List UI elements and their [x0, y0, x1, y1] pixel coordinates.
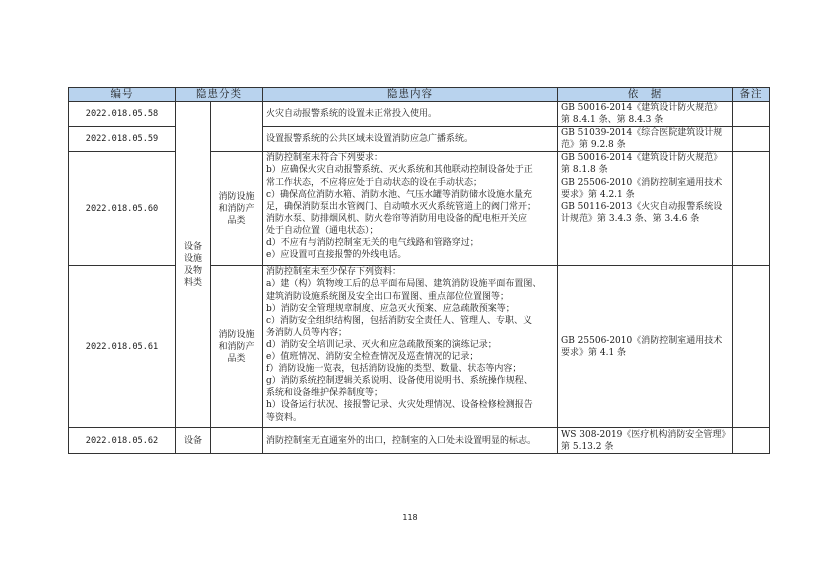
text-line: 第 8.4.1 条、第 8.4.3 条 [561, 115, 664, 126]
row-note [733, 428, 770, 454]
category-main-line: 设备 设施 及物 料类 [183, 241, 202, 288]
text-line: 设置报警系统的公共区域未设置消防应急广播系统。 [266, 134, 474, 145]
text-line: GB 50016-2014《建筑设计防火规范》 [561, 153, 723, 164]
text-line: GB 51039-2014《综合医院建筑设计规 [561, 128, 723, 139]
header-category: 隐患分类 [176, 88, 263, 102]
text-line: 消防控制室无直通室外的出口，控制室的入口处未设置明显的标志。 [266, 435, 537, 446]
text-line: 第 5.13.2 条 [561, 441, 614, 452]
header-note: 备注 [733, 88, 770, 102]
text-line: 建筑消防设施系统图及安全出口布置图、重点部位位置图等； [266, 291, 510, 302]
text-line: GB 25506-2010《消防控制室通用技术 [561, 177, 723, 188]
text-line: GB 50016-2014《建筑设计防火规范》 [561, 103, 723, 113]
text-line: b）应确保火灾自动报警系统、灭火系统和其他联动控制设备处于正 [266, 165, 533, 176]
row-id: 2022.018.05.58 [69, 102, 176, 127]
text-line: 第 8.1.8 条 [561, 165, 608, 176]
row-content [263, 428, 558, 454]
row-content [263, 152, 558, 266]
header-basis: 依 据 [558, 88, 733, 102]
text-line: e）值班情况、消防安全检查情况及巡查情况的记录； [266, 352, 479, 363]
row-basis [558, 102, 733, 127]
text-line: 消防控制室未符合下列要求： [266, 153, 384, 164]
text-line: 消防水泵、防排烟风机、防火卷帘等消防用电设备的配电柜开关应 [266, 213, 528, 224]
row-note [733, 102, 770, 127]
table-row [69, 127, 770, 152]
text-line: h）设备运行状况、接报警记录、火灾处理情况、设备检修检测报告 [266, 400, 533, 411]
row-content [263, 266, 558, 428]
row-note [733, 266, 770, 428]
header-id: 编号 [69, 88, 176, 102]
text-line: d）不应有与消防控制室无关的电气线路和管路穿过； [266, 238, 479, 249]
row-basis [558, 152, 733, 266]
header-content: 隐患内容 [263, 88, 558, 102]
text-line: 范》第 9.2.8 条 [561, 140, 626, 151]
text-line: 火灾自动报警系统的设置未正常投入使用。 [266, 109, 438, 120]
text-line: 务消防人员等内容； [266, 327, 348, 338]
text-line: a）建（构）筑物竣工后的总平面布局图、建筑消防设施平面布置图、 [266, 279, 542, 290]
text-line: 计规范》第 3.4.3 条、第 3.4.6 条 [561, 213, 700, 224]
text-line: c）消防安全组织结构图，包括消防安全责任人、管理人、专职、义 [266, 315, 533, 326]
row-id: 2022.018.05.60 [69, 152, 176, 266]
header-row [69, 88, 770, 102]
text-line: 系统和设备维护保养制度等； [266, 388, 384, 399]
hazard-table [68, 87, 770, 454]
row-id: 2022.018.05.62 [69, 428, 176, 454]
text-line: 等资料。 [266, 412, 303, 423]
row-note [733, 127, 770, 152]
row-basis [558, 127, 733, 152]
table-row [69, 152, 770, 266]
table-row [69, 266, 770, 428]
page-number: 118 [402, 513, 418, 522]
text-line: GB 50116-2013《火灾自动报警系统设 [561, 201, 723, 212]
text-line: b）消防安全管理规章制度、应急灭火预案、应急疏散预案等； [266, 303, 515, 314]
row-note [733, 152, 770, 266]
text-line: 足，确保消防泵出水管阀门、自动喷水灭火系统管道上的阀门常开； [266, 201, 537, 212]
text-line: 消防控制室未至少保存下列资料： [266, 267, 402, 278]
row-id: 2022.018.05.59 [69, 127, 176, 152]
row-content [263, 102, 558, 127]
category-main [176, 102, 211, 428]
row-id: 2022.018.05.61 [69, 266, 176, 428]
row-basis [558, 428, 733, 454]
subcategory-fire: 消防设施 和消防产 品类 [211, 152, 263, 266]
category-equip: 设备 [176, 428, 211, 454]
text-line: d）消防安全培训记录、灭火和应急疏散预案的演练记录； [266, 339, 497, 350]
text-line: 要求》第 4.1 条 [561, 347, 627, 358]
text-line: 要求》第 4.2.1 条 [561, 189, 635, 200]
row-content [263, 127, 558, 152]
text-line: 处于自动位置（通电状态）； [266, 225, 379, 236]
subcategory-fire: 消防设施 和消防产 品类 [211, 266, 263, 428]
text-line: WS 308-2019《医疗机构消防安全管理》 [561, 429, 731, 440]
table-row [69, 102, 770, 127]
subcategory-empty [211, 102, 263, 152]
text-line: e）应设置可直接报警的外线电话。 [266, 250, 407, 261]
text-line: f）消防设施一览表，包括消防设施的类型、数量、状态等内容； [266, 364, 522, 375]
subcategory-empty [211, 428, 263, 454]
text-line: 常工作状态，不应将应处于自动状态的设在手动状态； [266, 177, 483, 188]
text-line: g）消防系统控制逻辑关系说明、设备使用说明书、系统操作规程、 [266, 376, 533, 387]
text-line: GB 25506-2010《消防控制室通用技术 [561, 335, 723, 346]
row-basis [558, 266, 733, 428]
text-line: c）确保高位消防水箱、消防水池、气压水罐等消防储水设施水量充 [266, 189, 533, 200]
table-row [69, 428, 770, 454]
